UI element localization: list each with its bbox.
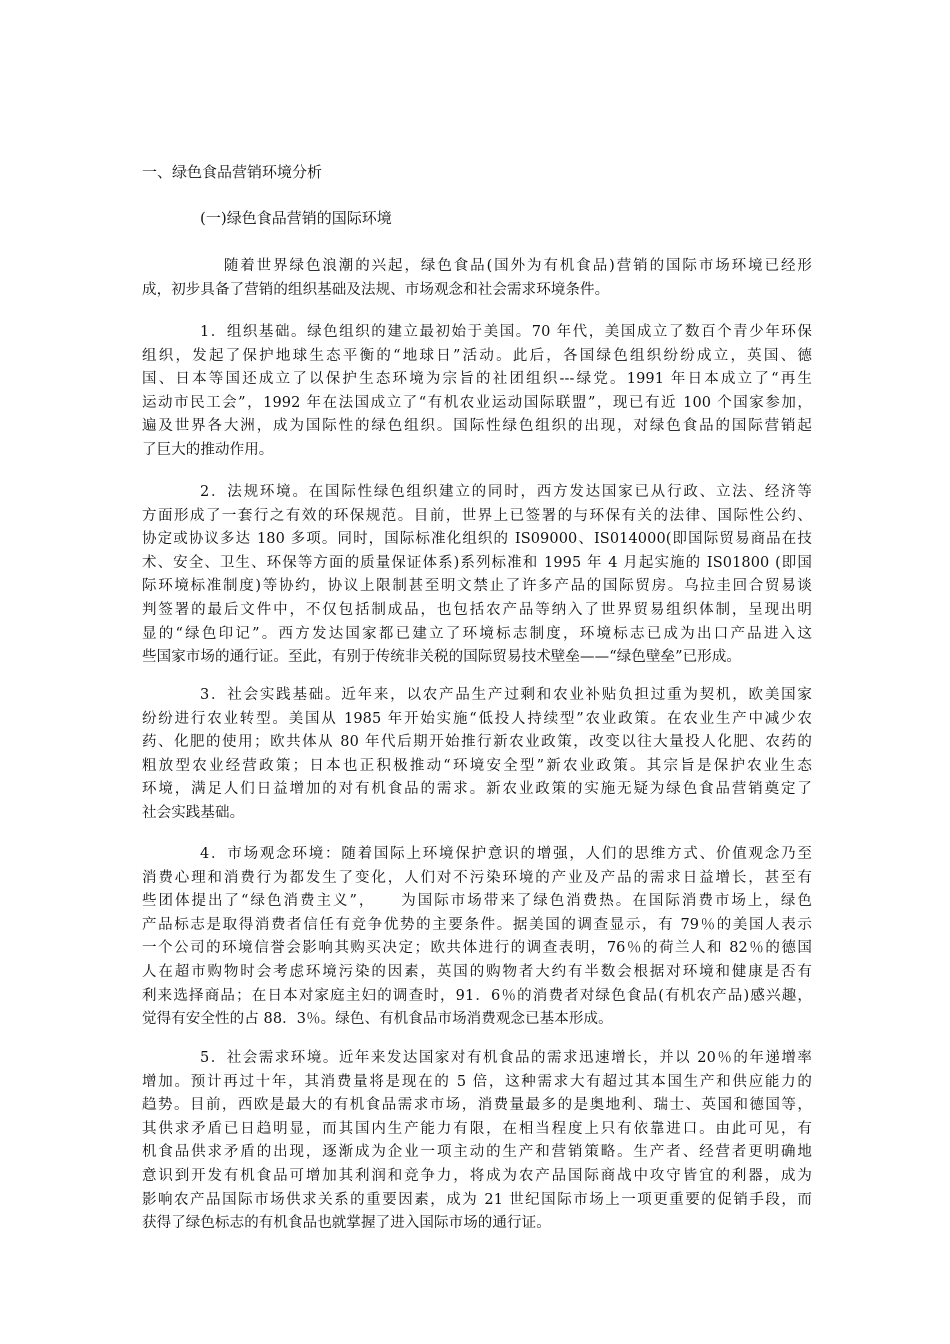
paragraph-line: 社会实践基础。 xyxy=(142,804,245,821)
paragraph-line: 国、日本等国还成立了以保护生态环境为宗旨的社团组织---绿党。1991 年日本成立了“再生 xyxy=(142,371,812,388)
paragraph-line: 判签署的最后文件中，不仅包括制成品，也包括农产品等纳入了世界贸易组织体制，呈现出明 xyxy=(142,601,812,618)
paragraph-market-concept xyxy=(142,843,812,1032)
paragraph-line: 消费心理和消费行为都发生了变化，人们对不污染环境的产业及产品的需求日益增长，甚至有 xyxy=(142,869,812,886)
paragraph-line: 获得了绿色标志的有机食品也就掌握了进入国际市场的通行证。 xyxy=(142,1215,551,1232)
paragraph-line: 了巨大的推动作用。 xyxy=(142,441,274,458)
paragraph-line: 粗放型农业经营政策；日本也正积极推动“环境安全型”新农业政策。其宗旨是保护农业生态 xyxy=(142,757,812,774)
paragraph-line: 5．社会需求环境。近年来发达国家对有机食品的需求迅速增长，并以 20％的年递增率 xyxy=(200,1050,812,1066)
paragraph-line: 增加。预计再过十年，其消费量将是现在的 5 倍，这种需求大有超过其本国生产和供应能力的 xyxy=(142,1073,812,1090)
paragraph-line: 一个公司的环境信誉会影响其购买决定；欧共体进行的调查表明，76％的荷兰人和 82％的德国 xyxy=(142,940,812,957)
paragraph-line: 成，初步具备了营销的组织基础及法规、市场观念和社会需求环境条件。 xyxy=(142,281,610,298)
paragraph-line: 机食品供求矛盾的出现，逐渐成为企业一项主动的生产和营销策略。生产者、经营者更明确地 xyxy=(142,1144,812,1161)
paragraph-line: 趋势。目前，西欧是最大的有机食品需求市场，消费量最多的是奥地利、瑞士、英国和德国等， xyxy=(142,1097,812,1114)
paragraph-line: 利来选择商品；在日本对家庭主妇的调查时，91．6％的消费者对绿色食品(有机农产品)感兴趣， xyxy=(142,987,812,1004)
paragraph-line: 意识到开发有机食品可增加其利润和竞争力，将成为农产品国际商战中攻守皆宜的利器，成为 xyxy=(142,1167,812,1184)
paragraph-line: 1．组织基础。绿色组织的建立最初始于美国。70 年代，美国成立了数百个青少年环保 xyxy=(200,324,812,340)
paragraph-social-practice xyxy=(142,684,812,826)
section-title: 一、绿色食品营销环境分析 xyxy=(142,163,323,181)
paragraph-organization xyxy=(142,321,812,463)
paragraph-regulations xyxy=(142,481,812,670)
paragraph-line: 组织，发起了保护地球生态平衡的“地球日”活动。此后，各国绿色组织纷纷成立，英国、德 xyxy=(142,347,812,364)
paragraph-line: 4．市场观念环境：随着国际上环境保护意识的增强，人们的思维方式、价值观念乃至 xyxy=(200,846,812,862)
paragraph-line: 药、化肥的使用；欧共体从 80 年代后期开始推行新农业政策，改变以往大量投人化肥、农药的 xyxy=(142,734,812,751)
paragraph-line: 纷纷进行农业转型。美国从 1985 年开始实施“低投人持续型”农业政策。在农业生产中减少农 xyxy=(142,710,812,727)
paragraph-line: 其供求矛盾已日趋明显，而其国内生产能力有限，在相当程度上只有依靠进口。由此可见，有 xyxy=(142,1120,812,1137)
paragraph-line: 影响农产品国际市场供求关系的重要因素，成为 21 世纪国际市场上一项更重要的促销手段，而 xyxy=(142,1191,812,1208)
paragraph-social-demand xyxy=(142,1047,812,1236)
paragraph-line: 随着世界绿色浪潮的兴起，绿色食品(国外为有机食品)营销的国际市场环境已经形 xyxy=(222,258,812,274)
paragraph-line: 3．社会实践基础。近年来，以农产品生产过剩和农业补贴负担过重为契机，欧美国家 xyxy=(200,687,812,703)
paragraph-line: 方面形成了一套行之有效的环保规范。目前，世界上已签署的与环保有关的法律、国际性公约、 xyxy=(142,507,812,524)
paragraph-intro xyxy=(142,255,812,302)
paragraph-line: 环境，满足人们日益增加的对有机食品的需求。新农业政策的实施无疑为绿色食品营销奠定了 xyxy=(142,781,812,798)
paragraph-line: 2．法规环境。在国际性绿色组织建立的同时，西方发达国家已从行政、立法、经济等 xyxy=(200,484,812,500)
paragraph-line: 人在超市购物时会考虑环境污染的因素，英国的购物者大约有半数会根据对环境和健康是否有 xyxy=(142,963,812,980)
subsection-title: (一)绿色食品营销的国际环境 xyxy=(200,209,392,227)
paragraph-line: 遍及世界各大洲，成为国际性的绿色组织。国际性绿色组织的出现，对绿色食品的国际营销起 xyxy=(142,418,812,435)
paragraph-line: 些团体提出了“绿色消费主义”， 为国际市场带来了绿色消费热。在国际消费市场上，绿色 xyxy=(142,893,812,910)
paragraph-line: 术、安全、卫生、环保等方面的质量保证体系)系列标准和 1995 年 4 月起实施的 IS01800 (即国 xyxy=(142,554,812,571)
paragraph-line: 些国家市场的通行证。至此，有别于传统非关税的国际贸易技术壁垒——“绿色壁垒”已形成。 xyxy=(142,649,742,666)
paragraph-line: 觉得有安全性的占 88．3％。绿色、有机食品市场消费观念已基本形成。 xyxy=(142,1011,613,1028)
paragraph-line: 际环境标准制度)等协约，协议上限制甚至明文禁止了许多产品的国际贸房。乌拉圭回合贸易谈 xyxy=(142,578,812,595)
paragraph-line: 运动市民工会”，1992 年在法国成立了“有机农业运动国际联盟”，现已有近 100 个国家参加， xyxy=(142,394,812,411)
paragraph-line: 协定或协议多达 180 多项。同时，国际标准化组织的 IS09000、IS014000(即国际贸易商品在技 xyxy=(142,531,812,548)
paragraph-line: 产品标志是取得消费者信任有竞争优势的主要条件。据美国的调查显示，有 79％的美国人表示 xyxy=(142,916,812,933)
paragraph-line: 显的“绿色印记”。西方发达国家都已建立了环境标志制度，环境标志已成为出口产品进入这 xyxy=(142,625,812,642)
